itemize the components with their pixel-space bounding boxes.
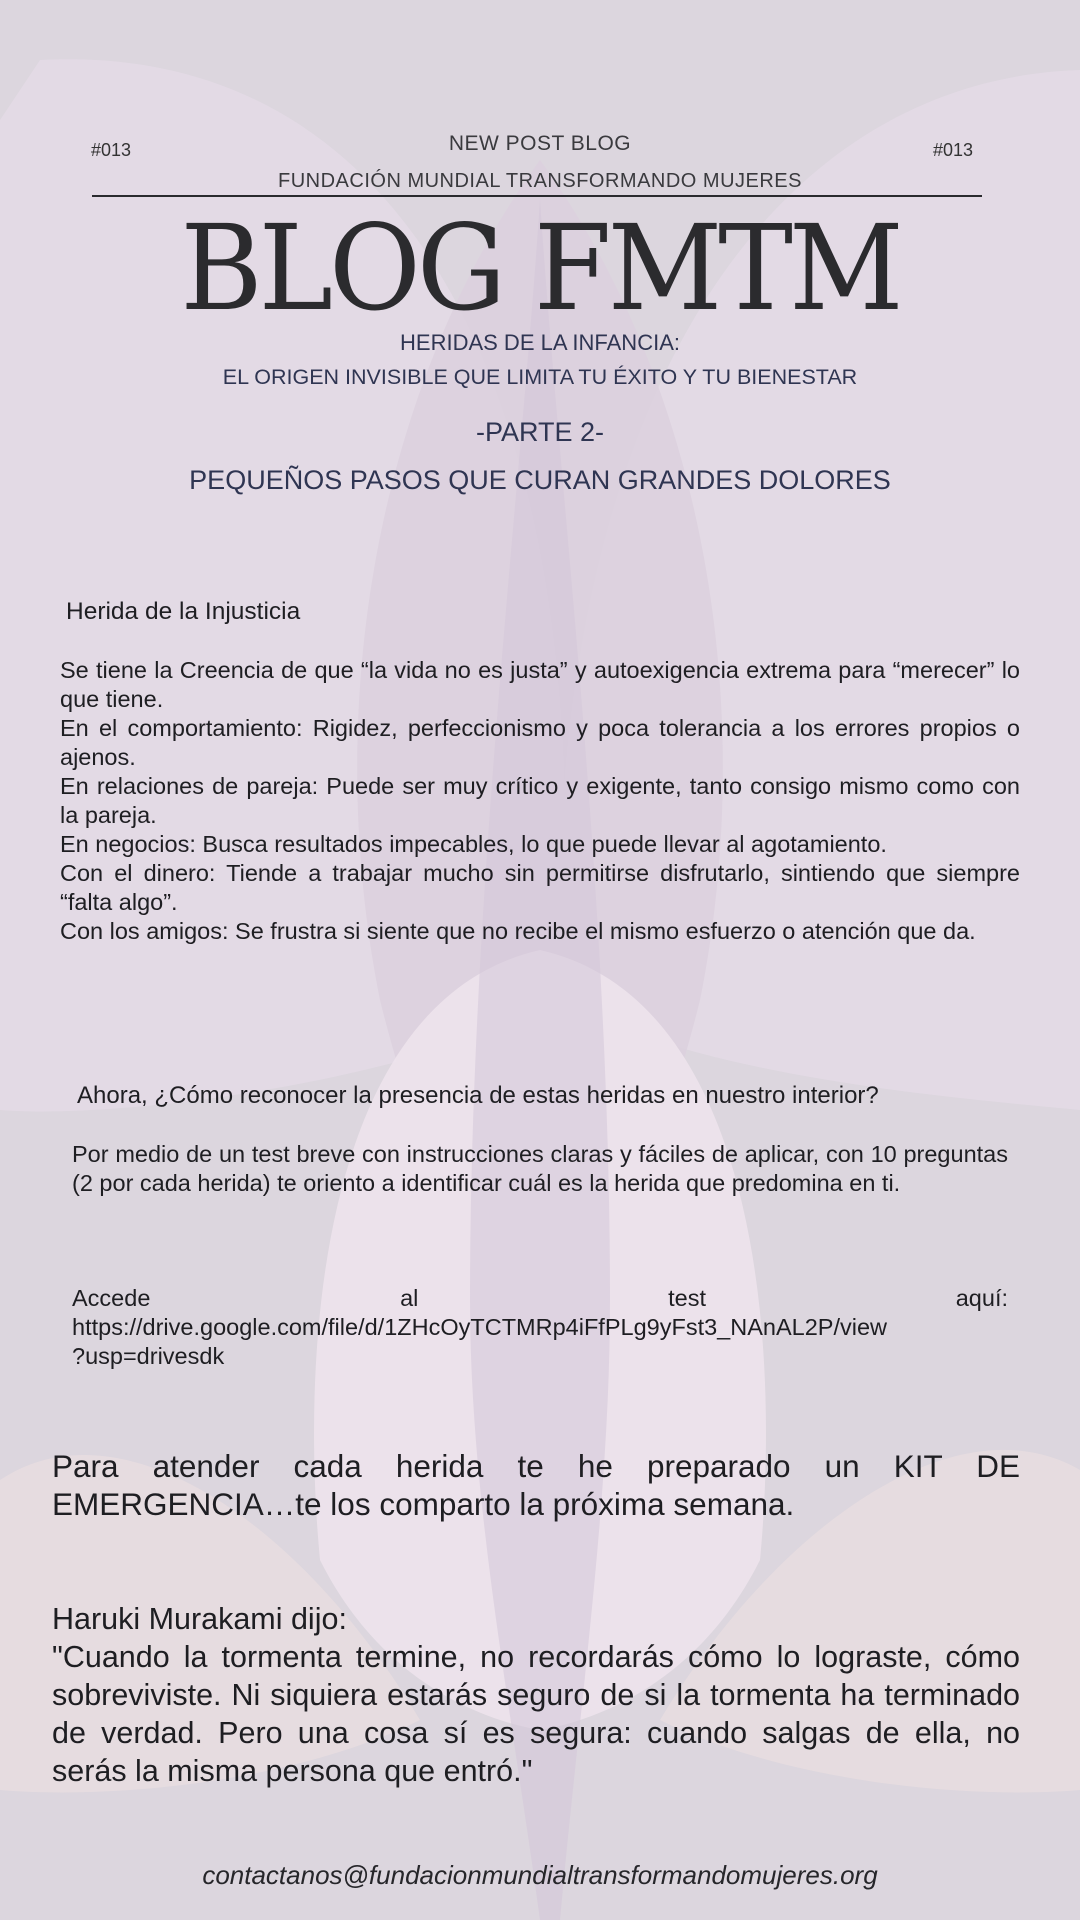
section-line: Con los amigos: Se frustra si siente que no recibe el mismo esfuerzo o atención que da.	[60, 918, 976, 944]
header-divider	[92, 195, 982, 197]
section-line: En el comportamiento: Rigidez, perfeccionismo y poca tolerancia a los errores propios o ajenos.	[60, 715, 1020, 770]
test-access	[72, 1284, 1008, 1371]
issue-number-left: #013	[91, 140, 132, 160]
test-link[interactable]: https://drive.google.com/file/d/1ZHcOyTCTMRp4iFfPLg9yFst3_NAnAL2P/view	[72, 1314, 887, 1340]
kit-announcement: Para atender cada herida te he preparado un KIT DE EMERGENCIA…te los comparto la próxima semana.	[52, 1448, 1020, 1522]
part-label: -PARTE 2-	[475, 417, 605, 447]
section-title: Herida de la Injusticia	[66, 598, 301, 625]
section-line: Con el dinero: Tiende a trabajar mucho sin permitirse disfrutarlo, sintiendo que siempre “falta algo”.	[60, 860, 1020, 915]
section-body	[60, 656, 1020, 946]
section-line: En relaciones de pareja: Puede ser muy crítico y exigente, tanto consigo mismo como con la pareja.	[60, 773, 1020, 828]
quote-author: Haruki Murakami dijo:	[52, 1602, 347, 1636]
blog-title: BLOG FMTM	[180, 200, 900, 338]
test-link-query[interactable]: ?usp=drivesdk	[72, 1343, 225, 1369]
header-new-post: NEW POST BLOG	[448, 132, 632, 155]
section-line: En negocios: Busca resultados impecables, lo que puede llevar al agotamiento.	[60, 831, 887, 857]
issue-number-right: #013	[932, 140, 973, 160]
subtitle-line2: EL ORIGEN INVISIBLE QUE LIMITA TU ÉXITO Y TU BIENESTAR	[222, 365, 858, 389]
quote-block	[52, 1600, 1020, 1790]
quote-text: "Cuando la tormenta termine, no recordarás cómo lo lograste, cómo sobreviviste. Ni siquiera estarás seguro de si la tormenta ha terminado de verdad. Pero una cosa sí es segura: cuando salgas de ella, no serás la misma persona que entró."	[52, 1640, 1020, 1788]
test-description: Por medio de un test breve con instrucciones claras y fáciles de aplicar, con 10 preguntas (2 por cada herida) te oriento a identificar cuál es la herida que predomina en ti.	[72, 1141, 1008, 1196]
header-foundation-name: FUNDACIÓN MUNDIAL TRANSFORMANDO MUJERES	[278, 170, 802, 192]
test-access-label: Accede al test aquí:	[72, 1285, 1008, 1311]
contact-email[interactable]: contactanos@fundacionmundialtransformandomujeres.org	[202, 1860, 878, 1890]
tagline: PEQUEÑOS PASOS QUE CURAN GRANDES DOLORES	[189, 465, 891, 495]
section-line: Se tiene la Creencia de que “la vida no es justa” y autoexigencia extrema para “merecer” lo que tiene.	[60, 657, 1020, 712]
test-question: Ahora, ¿Cómo reconocer la presencia de estas heridas en nuestro interior?	[77, 1082, 879, 1109]
subtitle-line1: HERIDAS DE LA INFANCIA:	[400, 330, 680, 355]
